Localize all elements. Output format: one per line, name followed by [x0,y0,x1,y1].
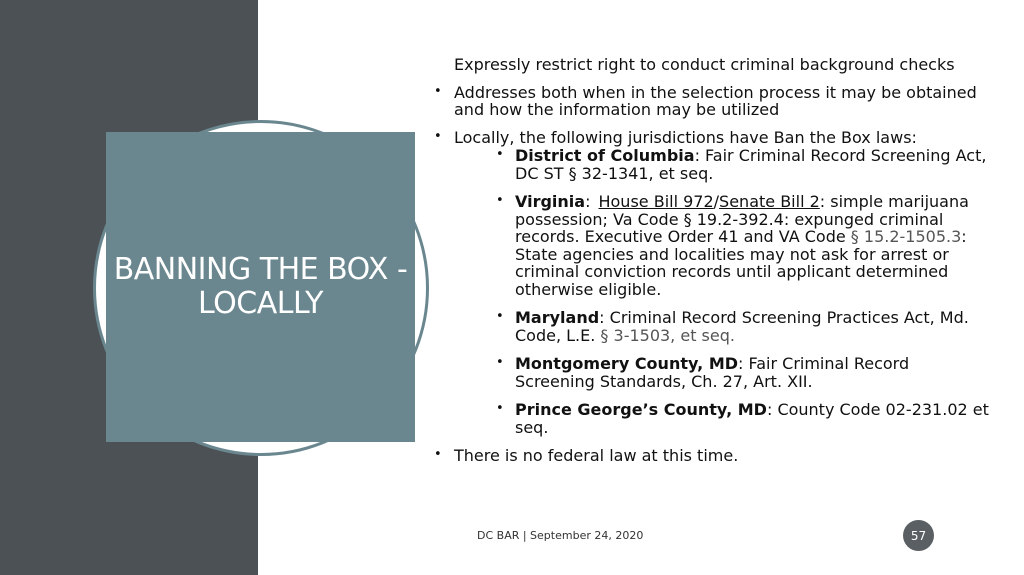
slide-footer: DC BAR | September 24, 2020 [477,529,644,542]
jurisdiction-name: Montgomery County, MD [515,354,739,373]
statute-reference: § 15.2-1505.3 [850,227,962,246]
jurisdiction-name: Prince George’s County, MD [515,400,767,419]
house-bill-972-link[interactable]: House Bill 972 [598,192,714,211]
title-box [106,132,415,442]
colon: : [819,192,826,211]
jurisdiction-virginia [492,193,992,298]
jurisdiction-text: County Code 02-231.02 et seq. [515,400,989,437]
statute-reference: § 3-1503, et seq. [600,325,735,345]
jurisdiction-list [492,147,992,436]
jurisdiction-text: simple marijuana possession; Va Code § 19.2-392.4: expunged criminal records. Executive Order 41 and VA Code [515,192,969,246]
page-number-badge: 57 [903,520,934,551]
bullet-text: Addresses both when in the selection process it may be obtained and how the information may be utilized [454,82,977,119]
bullet-selection-process [432,84,992,119]
jurisdiction-text: Fair Criminal Record Screening Act, DC ST § 32-1341, et seq. [515,146,987,183]
slash: / [713,192,720,211]
bullet-text: There is no federal law at this time. [454,446,739,465]
separator: : [766,400,778,419]
separator: : [694,146,706,165]
jurisdiction-name: Virginia [515,192,586,211]
bullet-text: Locally, the following jurisdictions have Ban the Box laws: [454,127,917,147]
jurisdiction-text: Fair Criminal Record Screening Standards, Ch. 27, Art. XII. [515,354,910,391]
separator: : [738,354,749,373]
intro-line: Expressly restrict right to conduct criminal background checks [454,55,955,74]
jurisdiction-name: Maryland [515,308,600,327]
bullet-federal-law [432,447,992,465]
jurisdiction-text-cont: : State agencies and localities may not ask for arrest or criminal conviction records until applicant determined otherwise eligible. [515,227,967,299]
slide-title: BANNING THE BOX - LOCALLY [113,252,408,321]
jurisdiction-name: District of Columbia [515,146,695,165]
jurisdiction-montgomery [492,355,992,390]
separator: : [599,308,610,327]
separator: : [585,192,591,211]
jurisdiction-text: Criminal Record Screening Practices Act, Md. Code, L.E. [515,308,969,345]
slide-content [432,56,992,475]
jurisdiction-dc [492,147,992,182]
senate-bill-2-link[interactable]: Senate Bill 2 [719,192,820,211]
jurisdiction-maryland [492,309,992,344]
jurisdiction-prince-georges [492,401,992,436]
bullet-jurisdictions [432,129,992,437]
